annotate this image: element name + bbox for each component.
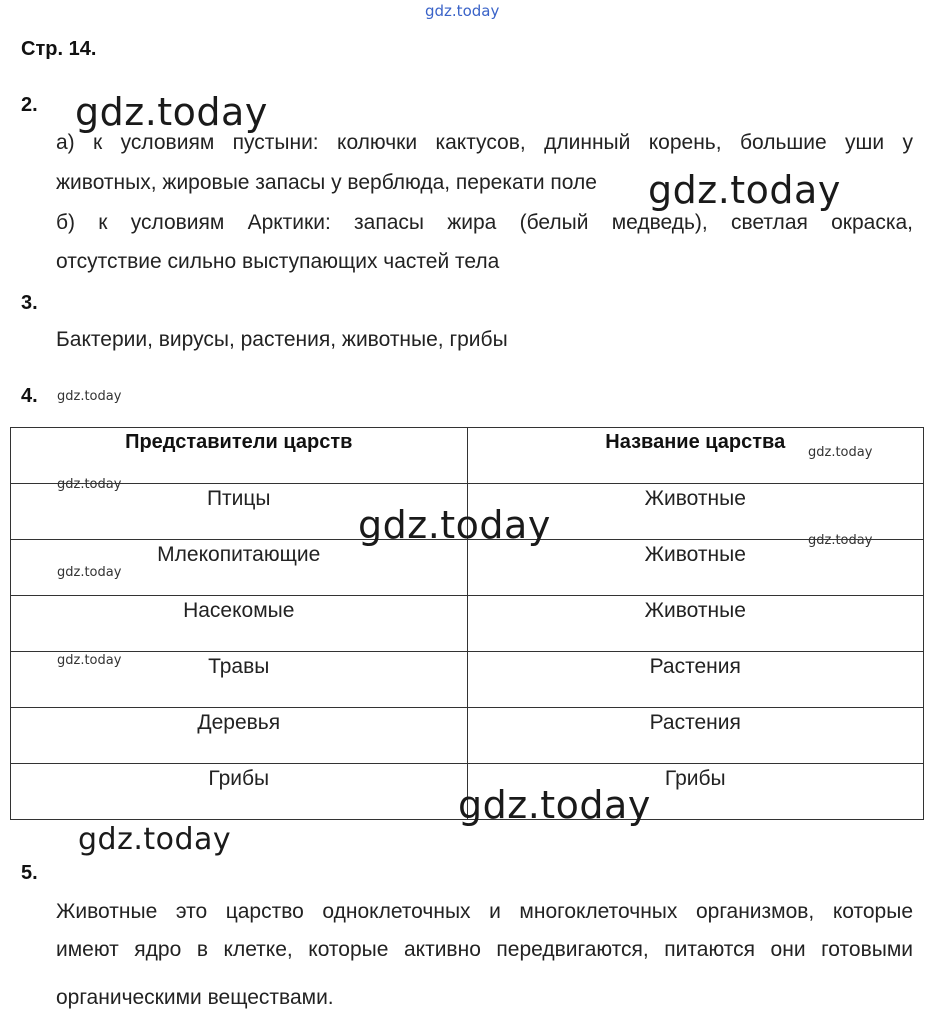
top-watermark: gdz.today: [425, 2, 500, 20]
watermark: gdz.today: [358, 503, 551, 547]
task-5-line-3: органическими веществами.: [56, 986, 334, 1009]
table-row: [11, 708, 924, 764]
watermark: gdz.today: [78, 822, 232, 857]
task-2-line-3: б) к условиям Арктики: запасы жира (белый медведь), светлая окраска,: [56, 211, 913, 234]
task-3-text: Бактерии, вирусы, растения, животные, грибы: [56, 328, 508, 351]
table-cell: Птицы: [11, 484, 468, 540]
watermark: gdz.today: [75, 90, 268, 134]
kingdoms-table: [10, 427, 924, 820]
task-2-number: 2.: [21, 94, 38, 116]
task-2-line-2: животных, жировые запасы у верблюда, перекати поле: [56, 171, 597, 194]
table-cell: Насекомые: [11, 596, 468, 652]
task-2-line-4: отсутствие сильно выступающих частей тела: [56, 250, 500, 273]
task-4-number: 4.: [21, 385, 38, 407]
table-cell: Травы: [11, 652, 468, 708]
task-5-line-1: Животные это царство одноклеточных и многоклеточных организмов, которые: [56, 900, 913, 923]
watermark: gdz.today: [808, 533, 873, 548]
table-row: [11, 540, 924, 596]
table-cell: Растения: [467, 652, 924, 708]
table-cell: Растения: [467, 708, 924, 764]
task-2-line-1: а) к условиям пустыни: колючки кактусов, длинный корень, большие уши у: [56, 131, 913, 154]
table-cell: Грибы: [11, 764, 468, 820]
task-5-number: 5.: [21, 862, 38, 884]
table-cell: Животные: [467, 596, 924, 652]
table-cell: Деревья: [11, 708, 468, 764]
task-3-number: 3.: [21, 292, 38, 314]
watermark: gdz.today: [57, 653, 122, 668]
table-cell: Животные: [467, 540, 924, 596]
task-5-line-2: имеют ядро в клетке, которые активно передвигаются, питаются они готовыми: [56, 938, 913, 961]
watermark: gdz.today: [458, 783, 651, 827]
table-row: [11, 652, 924, 708]
table-cell: Животные: [467, 484, 924, 540]
table-cell: Грибы: [467, 764, 924, 820]
table-header-cell: Представители царств: [11, 428, 468, 484]
table-header-row: [11, 428, 924, 484]
table-cell: Млекопитающие: [11, 540, 468, 596]
watermark: gdz.today: [808, 445, 873, 460]
watermark: gdz.today: [57, 565, 122, 580]
page-label: Стр. 14.: [21, 38, 97, 60]
table-row: [11, 596, 924, 652]
watermark: gdz.today: [57, 389, 122, 404]
watermark: gdz.today: [648, 168, 841, 212]
table-header-cell: Название царства: [467, 428, 924, 484]
watermark: gdz.today: [57, 477, 122, 492]
